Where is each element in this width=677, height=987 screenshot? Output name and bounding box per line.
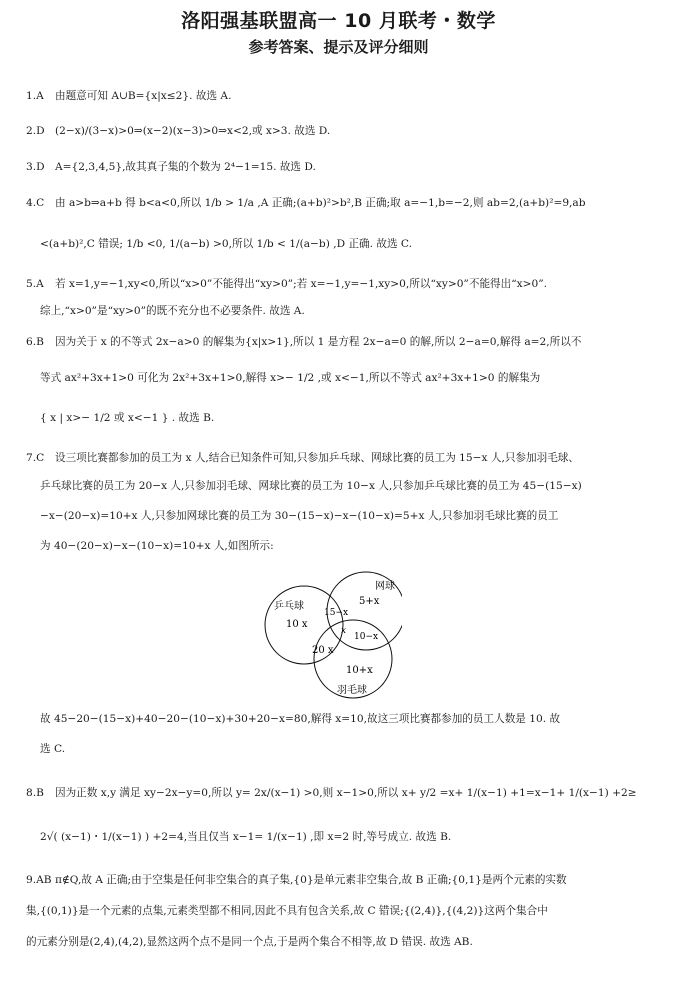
answer-3 <box>26 160 656 175</box>
venn-diagram <box>262 563 402 703</box>
answer-number: 7.C <box>26 452 45 464</box>
answer-8 <box>26 786 656 801</box>
answer-number: 2.D <box>26 125 45 137</box>
answer-text: 乒乓球比赛的员工为 20−x 人,只参加羽毛球、网球比赛的员工为 10−x 人,只参加乒乓球比赛的员工为 45−(15−x) <box>40 480 582 492</box>
page-subtitle: 参考答案、提示及评分细则 <box>248 38 429 56</box>
page-title: 洛阳强基联盟高一 10 月联考・数学 <box>181 10 496 32</box>
answer-5 <box>26 277 656 292</box>
answer-text: 设三项比赛都参加的员工为 x 人,结合已知条件可知,只参加乒乓球、网球比赛的员工为 15−x 人,只参加羽毛球、 <box>55 452 579 464</box>
answer-number: 9.AB <box>26 874 52 886</box>
pingpong-badminton-value: 20 x <box>312 645 334 656</box>
answer-number: 6.B <box>26 336 44 348</box>
answer-text: <(a+b)²,C 错误; 1/b <0, 1/(a−b) >0,所以 1/b < 1/(a−b) ,D 正确. 故选 C. <box>40 238 413 250</box>
answer-text: 选 C. <box>40 743 66 755</box>
tennis-badminton-value: 10−x <box>354 632 379 642</box>
answer-text: 故 45−20−(15−x)+40−20−(10−x)+30+20−x=80,解得 x=10,故这三项比赛都参加的员工人数是 10. 故 <box>40 713 561 725</box>
pingpong-tennis-value: 15−x <box>324 608 349 618</box>
only-badminton-value: 10+x <box>346 665 373 676</box>
answer-1 <box>26 89 656 104</box>
answer-text: 集,{(0,1)}是一个元素的点集,元素类型都不相同,因此不具有包含关系,故 C 错误;{(2,4)},{(4,2)}这两个集合中 <box>26 905 548 917</box>
only-pingpong-value: 10 x <box>286 619 308 630</box>
answer-text: −x−(20−x)=10+x 人,只参加网球比赛的员工为 30−(15−x)−x−(10−x)=5+x 人,只参加羽毛球比赛的员工 <box>40 510 559 522</box>
answer-text: { x | x>− 1/2 或 x<−1 } . 故选 B. <box>40 412 215 424</box>
answer-number: 3.D <box>26 161 45 173</box>
pingpong-label: 乒乓球 <box>274 601 304 612</box>
answer-6 <box>26 335 656 350</box>
answer-text: 综上,“x>0”是“xy>0”的既不充分也不必要条件. 故选 A. <box>40 305 305 317</box>
answer-text: 由 a>b⇒a+b 得 b<a<0,所以 1/b > 1/a ,A 正确;(a+b)²>b²,B 正确;取 a=−1,b=−2,则 ab=2,(a+b)²=9,ab <box>55 197 586 209</box>
answer-number: 4.C <box>26 197 45 209</box>
answer-text: 因为关于 x 的不等式 2x−a>0 的解集为{x|x>1},所以 1 是方程 2x−a=0 的解,所以 2−a=0,解得 a=2,所以不 <box>55 336 582 348</box>
answer-number: 1.A <box>26 90 44 102</box>
only-tennis-value: 5+x <box>359 596 380 607</box>
answer-text: A={2,3,4,5},故其真子集的个数为 2⁴−1=15. 故选 D. <box>55 161 316 173</box>
answer-2 <box>26 124 656 139</box>
answer-text: 为 40−(20−x)−x−(10−x)=10+x 人,如图所示: <box>40 540 274 552</box>
badminton-label: 羽毛球 <box>337 685 367 696</box>
answer-text: 的元素分别是(2,4),(4,2),显然这两个点不是同一个点,于是两个集合不相等,故 D 错误. 故选 AB. <box>26 936 473 948</box>
answer-text: 2√( (x−1)・1/(x−1) ) +2=4,当且仅当 x−1= 1/(x−1) ,即 x=2 时,等号成立. 故选 B. <box>40 831 452 843</box>
answer-4 <box>26 196 656 211</box>
answer-text: 由题意可知 A∪B={x|x≤2}. 故选 A. <box>55 90 232 102</box>
answer-text: (2−x)/(3−x)>0⇒(x−2)(x−3)>0⇒x<2,或 x>3. 故选 D. <box>55 125 331 137</box>
tennis-label: 网球 <box>375 581 395 592</box>
answer-9 <box>26 873 656 888</box>
answer-text: π∉Q,故 A 正确;由于空集是任何非空集合的真子集,{0}是单元素非空集合,故 B 正确;{0,1}是两个元素的实数 <box>55 874 567 886</box>
answer-number: 8.B <box>26 787 44 799</box>
answer-7 <box>26 451 656 466</box>
answer-number: 5.A <box>26 278 44 290</box>
answer-text: 若 x=1,y=−1,xy<0,所以“x>0”不能得出“xy>0”;若 x=−1,y=−1,xy>0,所以“xy>0”不能得出“x>0”. <box>55 278 548 290</box>
center-value: x <box>341 626 347 636</box>
answer-text: 因为正数 x,y 满足 xy−2x−y=0,所以 y= 2x/(x−1) >0,则 x−1>0,所以 x+ y/2 =x+ 1/(x−1) +1=x−1+ 1/(x−1) +2≥ <box>55 787 637 799</box>
answer-text: 等式 ax²+3x+1>0 可化为 2x²+3x+1>0,解得 x>− 1/2 ,或 x<−1,所以不等式 ax²+3x+1>0 的解集为 <box>40 372 541 384</box>
